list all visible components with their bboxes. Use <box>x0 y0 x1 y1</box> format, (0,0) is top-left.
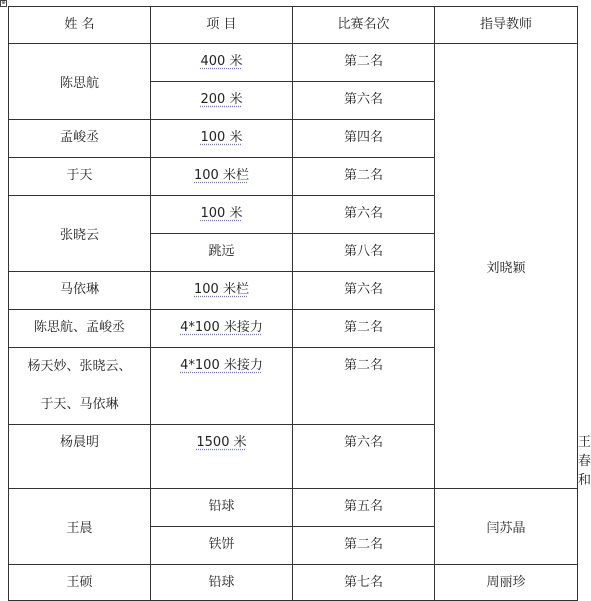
event-cell: 200 米 <box>151 82 293 120</box>
header-row <box>9 7 578 44</box>
rank-cell: 第六名 <box>293 425 435 489</box>
anchor-marker-icon: ⊕ <box>1 0 6 6</box>
rank-cell: 第四名 <box>293 120 435 158</box>
teacher-cell: 刘晓颖 <box>435 44 578 489</box>
rank-cell: 第二名 <box>293 310 435 348</box>
name-line: 于天、马依琳 <box>40 397 119 412</box>
event-cell: 4*100 米接力 <box>151 348 293 425</box>
event-cell: 100 米栏 <box>151 158 293 196</box>
rank-cell: 第六名 <box>293 272 435 310</box>
name-line: 杨天妙、张晓云、 <box>27 359 132 374</box>
table-row <box>9 565 578 601</box>
rank-cell: 第二名 <box>293 527 435 565</box>
header-rank: 比赛名次 <box>293 7 435 44</box>
rank-cell: 第二名 <box>293 158 435 196</box>
rank-cell: 第五名 <box>293 489 435 527</box>
event-cell: 铅球 <box>151 489 293 527</box>
athlete-name: 于天 <box>9 158 151 196</box>
table-row: 杨晨明 1500 米 第六名 王春和 <box>9 425 578 489</box>
event-cell: 1500 米 <box>151 425 293 489</box>
athlete-name <box>9 348 151 425</box>
event-cell: 4*100 米接力 <box>151 310 293 348</box>
rank-cell: 第七名 <box>293 565 435 601</box>
event-cell: 铁饼 <box>151 527 293 565</box>
table-row <box>9 489 578 527</box>
athlete-name: 陈思航、孟峻丞 <box>9 310 151 348</box>
athlete-name: 王晨 <box>9 489 151 565</box>
athlete-name: 孟峻丞 <box>9 120 151 158</box>
teacher-cell: 闫苏晶 <box>435 489 578 565</box>
rank-cell: 第二名 <box>293 44 435 82</box>
athlete-name: 张晓云 <box>9 196 151 272</box>
event-cell: 400 米 <box>151 44 293 82</box>
rank-cell: 第八名 <box>293 234 435 272</box>
event-cell: 100 米 <box>151 120 293 158</box>
table-row <box>9 44 578 82</box>
header-teacher: 指导教师 <box>435 7 578 44</box>
athlete-name: 杨晨明 <box>9 425 151 489</box>
athlete-name: 王硕 <box>9 565 151 601</box>
header-name: 姓 名 <box>9 7 151 44</box>
athlete-name: 马依琳 <box>9 272 151 310</box>
athlete-name: 陈思航 <box>9 44 151 120</box>
results-table <box>8 6 591 601</box>
event-cell: 100 米栏 <box>151 272 293 310</box>
event-cell: 100 米 <box>151 196 293 234</box>
rank-cell: 第六名 <box>293 82 435 120</box>
event-cell: 跳远 <box>151 234 293 272</box>
rank-cell: 第二名 <box>293 348 435 425</box>
event-cell: 铅球 <box>151 565 293 601</box>
teacher-cell: 周丽珍 <box>435 565 578 601</box>
rank-cell: 第六名 <box>293 196 435 234</box>
header-event: 项 目 <box>151 7 293 44</box>
